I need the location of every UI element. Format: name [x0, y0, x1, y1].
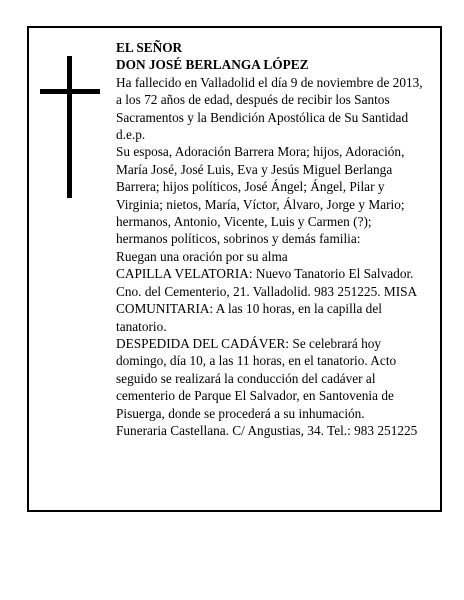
death-info: Ha fallecido en Valladolid el día 9 de noviembre de 2013, a los 72 años de edad, después de recibir los Santos Sacramentos y la Bendición Apostólica de Su Santidad — [116, 74, 423, 125]
cross-vertical-bar — [67, 56, 72, 198]
chapel-info: CAPILLA VELATORIA: Nuevo Tanatorio El Salvador. Cno. del Cementerio, 21. Valladolid. 983 251225. MISA COMUNITARIA: A las 10 horas, en la capilla del tanatorio. — [116, 266, 417, 334]
deceased-name: DON JOSÉ BERLANGA LÓPEZ — [116, 57, 309, 73]
obituary-text — [116, 39, 426, 439]
funeral-home-info: Funeraria Castellana. C/ Angustias, 34. Tel.: 983 251225 — [116, 422, 418, 438]
cross-horizontal-bar — [40, 89, 100, 94]
obituary-notice — [27, 26, 442, 512]
obituary-title: EL SEÑOR — [116, 40, 183, 55]
cross-icon — [40, 56, 100, 198]
family-list: Su esposa, Adoración Barrera Mora; hijos, Adoración, María José, José Luis, Eva y Jesús Miguel Berlanga Barrera; hijos políticos, José Ángel; Ángel, Pilar y Virginia; nietos, María, Víctor, Álvaro, Jorge y Mario; hermanos, Antonio, Vicente, Luis y Carmen (?); hermanos políticos, sobrinos y demás familia: — [116, 144, 405, 247]
farewell-info: DESPEDIDA DEL CADÁVER: Se celebrará hoy domingo, día 10, a las 11 horas, en el tanatorio. Acto seguido se realizará la conducción del cadáver al cementerio de Parque El Salvador, en Santovenia de Pisuerga, donde se procederá a su inhumación. — [116, 335, 397, 421]
rip-text: d.e.p. — [116, 127, 146, 143]
prayer-request: Ruegan una oración por su alma — [116, 248, 288, 264]
